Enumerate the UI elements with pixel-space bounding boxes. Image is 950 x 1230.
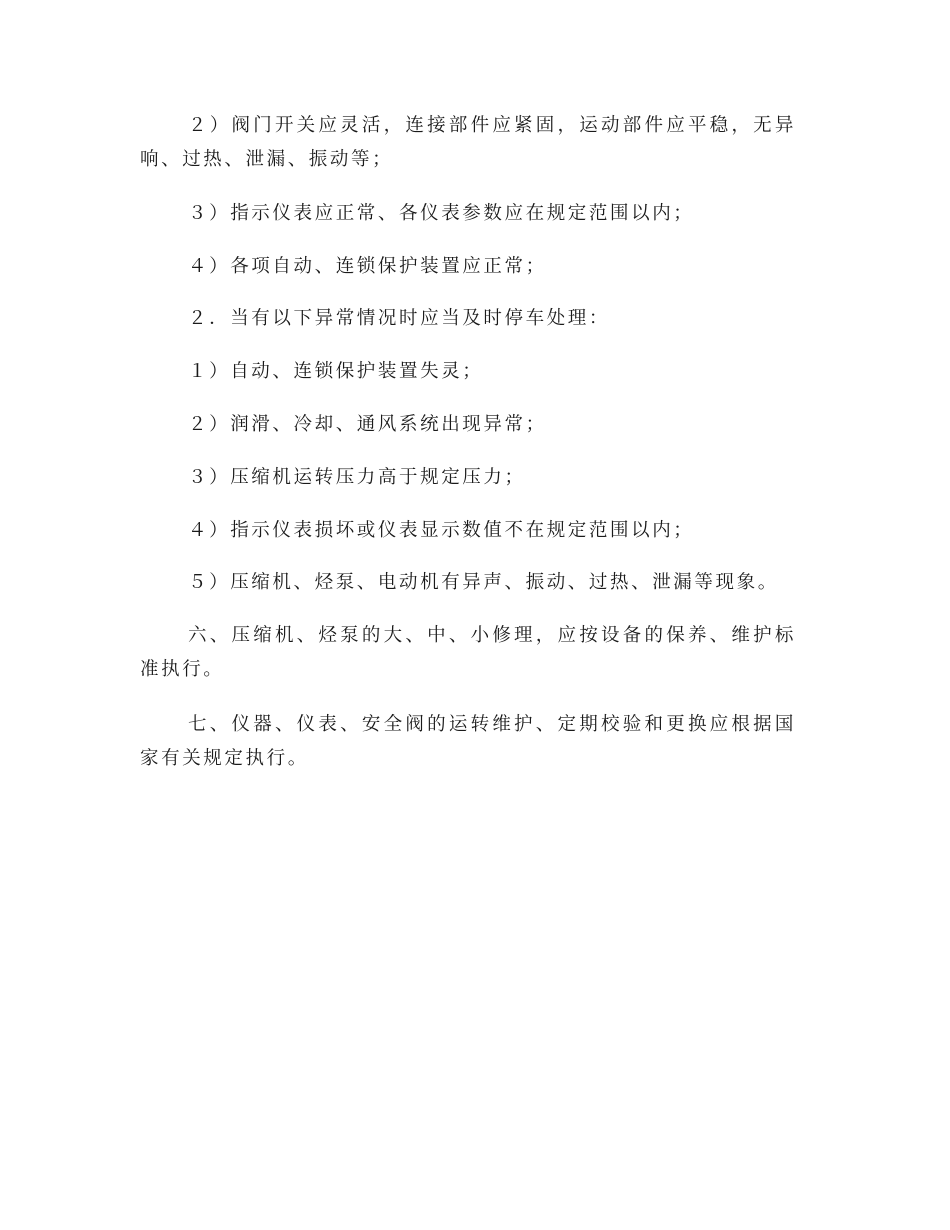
paragraph-instrument-normal: ３）指示仪表应正常、各仪表参数应在规定范围以内； [188,203,695,224]
paragraph-valve-requirements: ２）阀门开关应灵活，连接部件应紧固，运动部件应平稳，无异响、过热、泄漏、振动等； [140,115,796,170]
paragraph-section-six: 六、压缩机、烃泵的大、中、小修理，应按设备的保养、维护标准执行。 [140,625,796,680]
paragraph-instrument-damaged: ４）指示仪表损坏或仪表显示数值不在规定范围以内； [188,520,695,541]
paragraph-interlock-normal: ４）各项自动、连锁保护装置应正常； [188,256,547,277]
paragraph-shutdown-heading: ２．当有以下异常情况时应当及时停车处理： [188,308,611,329]
paragraph-section-seven: 七、仪器、仪表、安全阀的运转维护、定期校验和更换应根据国家有关规定执行。 [140,714,796,769]
paragraph-interlock-failure: １）自动、连锁保护装置失灵； [188,361,484,382]
paragraph-system-abnormal: ２）润滑、冷却、通风系统出现异常； [188,414,547,435]
paragraph-pressure-high: ３）压缩机运转压力高于规定压力； [188,467,526,488]
paragraph-abnormal-noise: ５）压缩机、烃泵、电动机有异声、振动、过热、泄漏等现象。 [188,572,779,593]
